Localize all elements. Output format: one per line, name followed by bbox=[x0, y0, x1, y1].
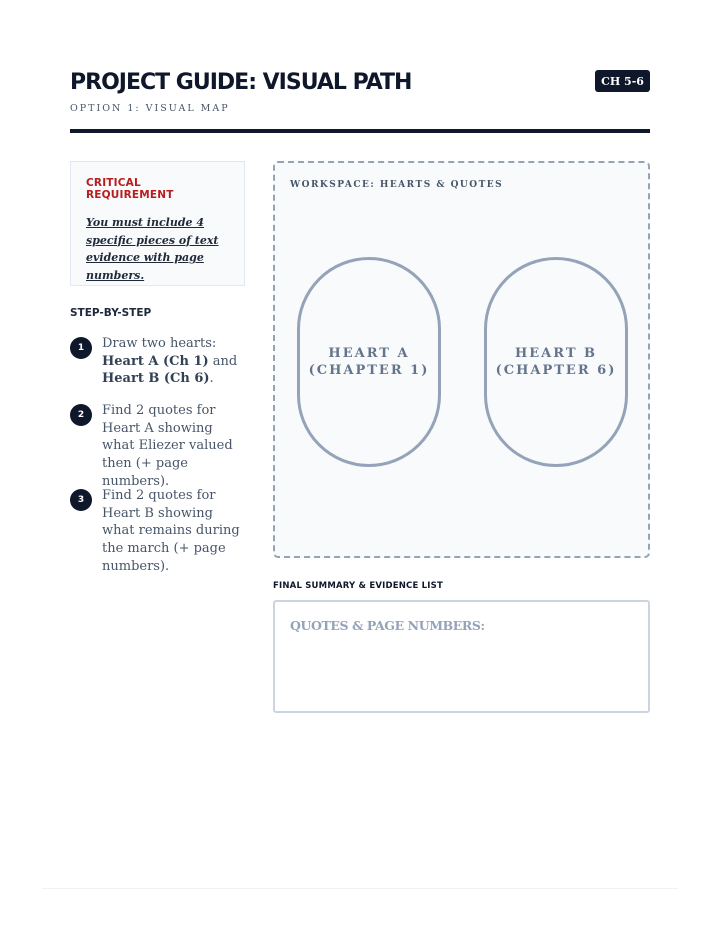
step-number-badge: 1 bbox=[70, 337, 92, 359]
heart-b-label: HEART B (CHAPTER 6) bbox=[495, 346, 617, 378]
evidence-list-placeholder: QUOTES & PAGE NUMBERS: bbox=[290, 618, 485, 633]
step-number-badge: 3 bbox=[70, 489, 92, 511]
summary-title: FINAL SUMMARY & EVIDENCE LIST bbox=[273, 581, 443, 591]
chapter-badge: CH 5-6 bbox=[595, 70, 650, 92]
critical-requirement-box bbox=[70, 161, 245, 286]
step-1 bbox=[70, 335, 250, 391]
step-2 bbox=[70, 402, 250, 489]
requirement-text: You must include 4 specific pieces of text evidence with page numbers. bbox=[86, 216, 219, 282]
footer-divider bbox=[42, 888, 678, 889]
heart-b-shape bbox=[484, 257, 628, 467]
page-subtitle: OPTION 1: VISUAL MAP bbox=[70, 103, 230, 114]
step-text: Find 2 quotes for Heart A showing what Eliezer valued then (+ page numbers). bbox=[102, 403, 233, 489]
workspace-label: WORKSPACE: HEARTS & QUOTES bbox=[290, 180, 504, 190]
header-divider bbox=[70, 129, 650, 133]
step-number-badge: 2 bbox=[70, 404, 92, 426]
heart-a-shape bbox=[297, 257, 441, 467]
step-text: Find 2 quotes for Heart B showing what remains during the march (+ page numbers). bbox=[102, 488, 240, 574]
steps-title: STEP-BY-STEP bbox=[70, 307, 152, 319]
requirement-title: CRITICAL REQUIREMENT bbox=[86, 177, 174, 201]
heart-a-label: HEART A (CHAPTER 1) bbox=[308, 346, 430, 378]
evidence-list-field[interactable] bbox=[273, 600, 650, 713]
step-text: Draw two hearts: Heart A (Ch 1) and Heart B (Ch 6). bbox=[102, 336, 238, 387]
workspace-area[interactable] bbox=[273, 161, 650, 558]
step-3 bbox=[70, 487, 250, 577]
page-title: PROJECT GUIDE: VISUAL PATH bbox=[70, 70, 412, 95]
